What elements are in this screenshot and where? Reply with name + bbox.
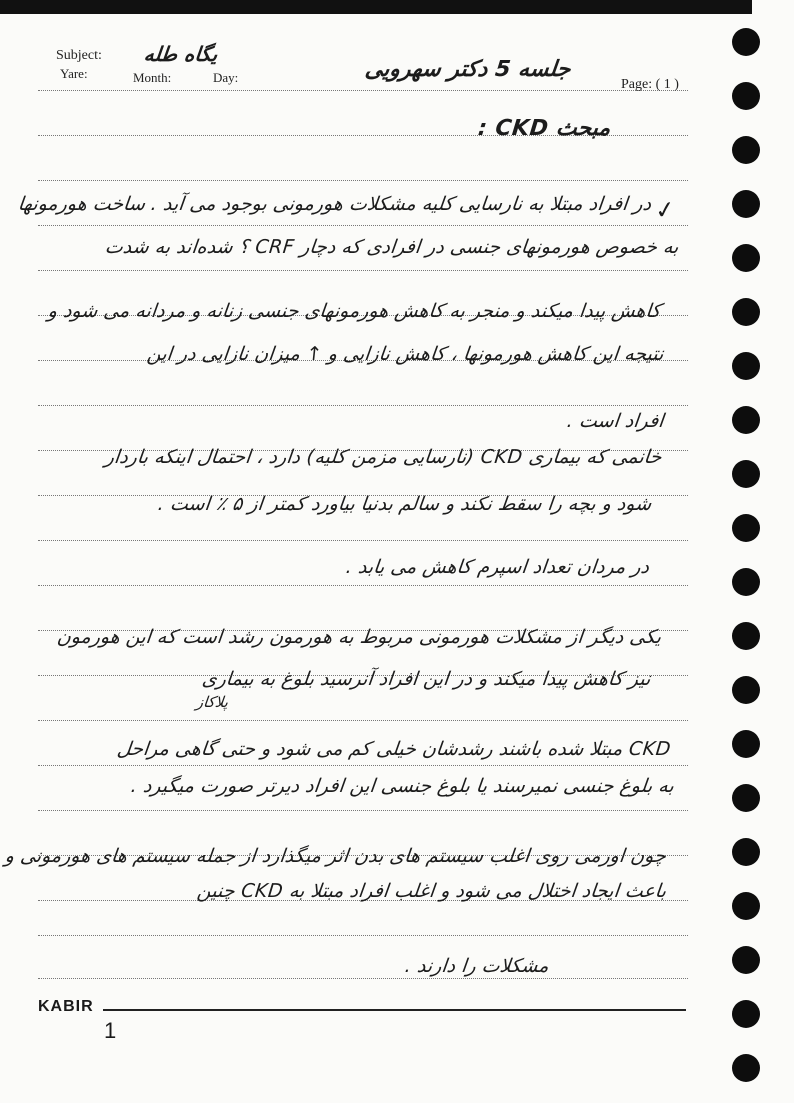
binder-hole xyxy=(732,622,760,650)
binder-hole xyxy=(732,1000,760,1028)
handwritten-line: CKD مبتلا شده باشند رشدشان خیلی کم می شود و حتی گاهی مراحل xyxy=(115,738,673,760)
binder-hole xyxy=(732,460,760,488)
handwritten-line: چون اورمی روی اغلب سیستم های بدن اثر میگذارد از جمله سیستم های هورمونی و xyxy=(3,845,668,867)
binder-hole xyxy=(732,352,760,380)
session-title: جلسه 5 دکتر سهرویی xyxy=(363,57,572,82)
binder-hole xyxy=(732,298,760,326)
checkmark-icon: ✓ xyxy=(653,194,677,226)
binder-hole xyxy=(732,136,760,164)
handwritten-line: در مردان تعداد اسپرم کاهش می یابد . xyxy=(344,556,651,578)
page-label: Page: ( 1 ) xyxy=(621,77,679,92)
binder-hole xyxy=(732,784,760,812)
binder-hole xyxy=(732,82,760,110)
ruled-line xyxy=(38,225,688,226)
binder-hole xyxy=(732,676,760,704)
handwritten-line: به خصوص هورمونهای جنسی در افرادی که دچار CRF ؟ شده‌اند به شدت xyxy=(104,236,681,258)
ruled-line xyxy=(38,270,688,271)
brand-label: KABIR xyxy=(38,998,94,1015)
handwritten-line: باعث ایجاد اختلال می شود و اغلب افراد مبتلا به CKD چنین xyxy=(195,880,668,902)
binder-hole xyxy=(732,1054,760,1082)
handwritten-line: نتیجه این کاهش هورمونها ، کاهش نازایی و ↑ میزان نازایی در این xyxy=(146,343,666,365)
handwritten-line: مشکلات را دارند . xyxy=(404,955,551,977)
binder-hole xyxy=(732,892,760,920)
month-label: Month: xyxy=(133,70,172,85)
handwritten-line: به بلوغ جنسی نمیرسند یا بلوغ جنسی این افراد دیرتر صورت میگیرد . xyxy=(129,775,676,797)
binder-hole xyxy=(732,190,760,218)
binder-hole xyxy=(732,946,760,974)
binder-hole xyxy=(732,244,760,272)
binder-hole xyxy=(732,730,760,758)
ruled-line xyxy=(38,810,688,811)
ruled-line xyxy=(38,765,688,766)
binder-hole xyxy=(732,568,760,596)
ruled-line xyxy=(38,585,688,586)
top-border-bar xyxy=(0,0,752,14)
binder-hole xyxy=(732,28,760,56)
ruled-line xyxy=(38,90,688,91)
ruled-line xyxy=(38,180,688,181)
handwritten-line: خانمی که بیماری CKD (نارسایی مزمن کلیه) دارد ، احتمال اینکه باردار xyxy=(103,446,663,468)
ruled-line xyxy=(38,978,688,979)
footer-rule xyxy=(103,1009,686,1011)
handwritten-line: شود و بچه را سقط نکند و سالم بدنیا بیاورد کمتر از ۵ ٪ است . xyxy=(156,493,653,515)
handwritten-line: کاهش پیدا میکند و منجر به کاهش هورمونهای جنسی زنانه و مردانه می شود و xyxy=(47,300,663,322)
yare-label: Yare: xyxy=(60,66,88,81)
subject-label: Subject: xyxy=(56,48,102,63)
ruled-line xyxy=(38,720,688,721)
handwritten-line: در افراد مبتلا به نارسایی کلیه مشکلات هورمونی بوجود می آید . ساخت هورمونها xyxy=(16,193,653,215)
handwritten-line: یکی دیگر از مشکلات هورمونی مربوط به هورمون رشد است که این هورمون xyxy=(55,626,663,648)
handwritten-line: افراد است . xyxy=(566,410,666,432)
binder-hole xyxy=(732,838,760,866)
day-label: Day: xyxy=(213,70,239,85)
ruled-line xyxy=(38,405,688,406)
ruled-line xyxy=(38,935,688,936)
binder-holes xyxy=(732,28,762,1103)
handwritten-note: پلاکاز xyxy=(194,693,229,711)
section-heading: مبحث CKD : xyxy=(476,116,612,141)
page-number: 1 xyxy=(104,1018,117,1043)
subject-value: یگاه طله xyxy=(142,42,219,66)
handwritten-line: نیز کاهش پیدا میکند و در این افراد آنرسید بلوغ به بیماری xyxy=(201,668,653,690)
binder-hole xyxy=(732,514,760,542)
binder-hole xyxy=(732,406,760,434)
ruled-line xyxy=(38,540,688,541)
